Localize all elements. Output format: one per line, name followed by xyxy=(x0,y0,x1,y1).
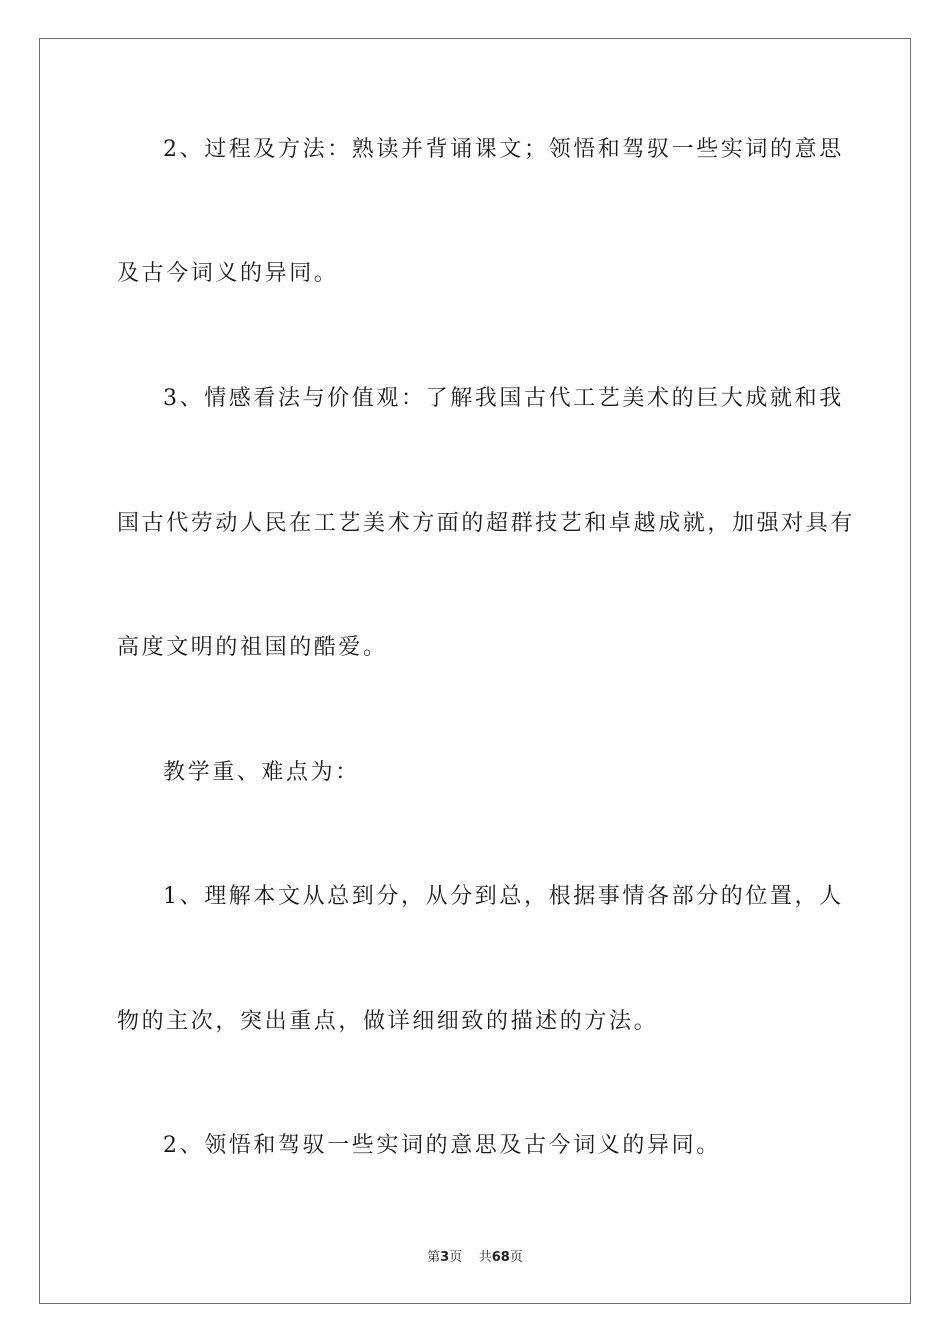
page-border xyxy=(39,38,911,1304)
page-current-number: 3 xyxy=(440,1250,450,1265)
page-suffix: 页 xyxy=(449,1250,463,1265)
paragraph-line: 国古代劳动人民在工艺美术方面的超群技艺和卓越成就，加强对具有 xyxy=(117,511,856,536)
paragraph-line: 及古今词义的异同。 xyxy=(117,261,339,286)
paragraph-line: 物的主次，突出重点，做详细细致的描述的方法。 xyxy=(117,1009,659,1034)
paragraph-line: 1、理解本文从总到分，从分到总，根据事情各部分的位置，人 xyxy=(163,884,844,909)
paragraph-line: 2、领悟和驾驭一些实词的意思及古今词义的异同。 xyxy=(163,1133,721,1158)
total-suffix: 页 xyxy=(509,1250,523,1265)
page-total-number: 68 xyxy=(491,1250,510,1265)
page-footer xyxy=(0,1246,950,1265)
total-prefix: 共 xyxy=(478,1250,492,1265)
paragraph-line: 2、过程及方法：熟读并背诵课文；领悟和驾驭一些实词的意思 xyxy=(163,137,844,162)
paragraph-line: 高度文明的祖国的酷爱。 xyxy=(117,635,388,660)
page-prefix: 第 xyxy=(427,1250,441,1265)
section-heading: 教学重、难点为： xyxy=(163,760,360,785)
paragraph-line: 3、情感看法与价值观：了解我国古代工艺美术的巨大成就和我 xyxy=(163,386,844,411)
